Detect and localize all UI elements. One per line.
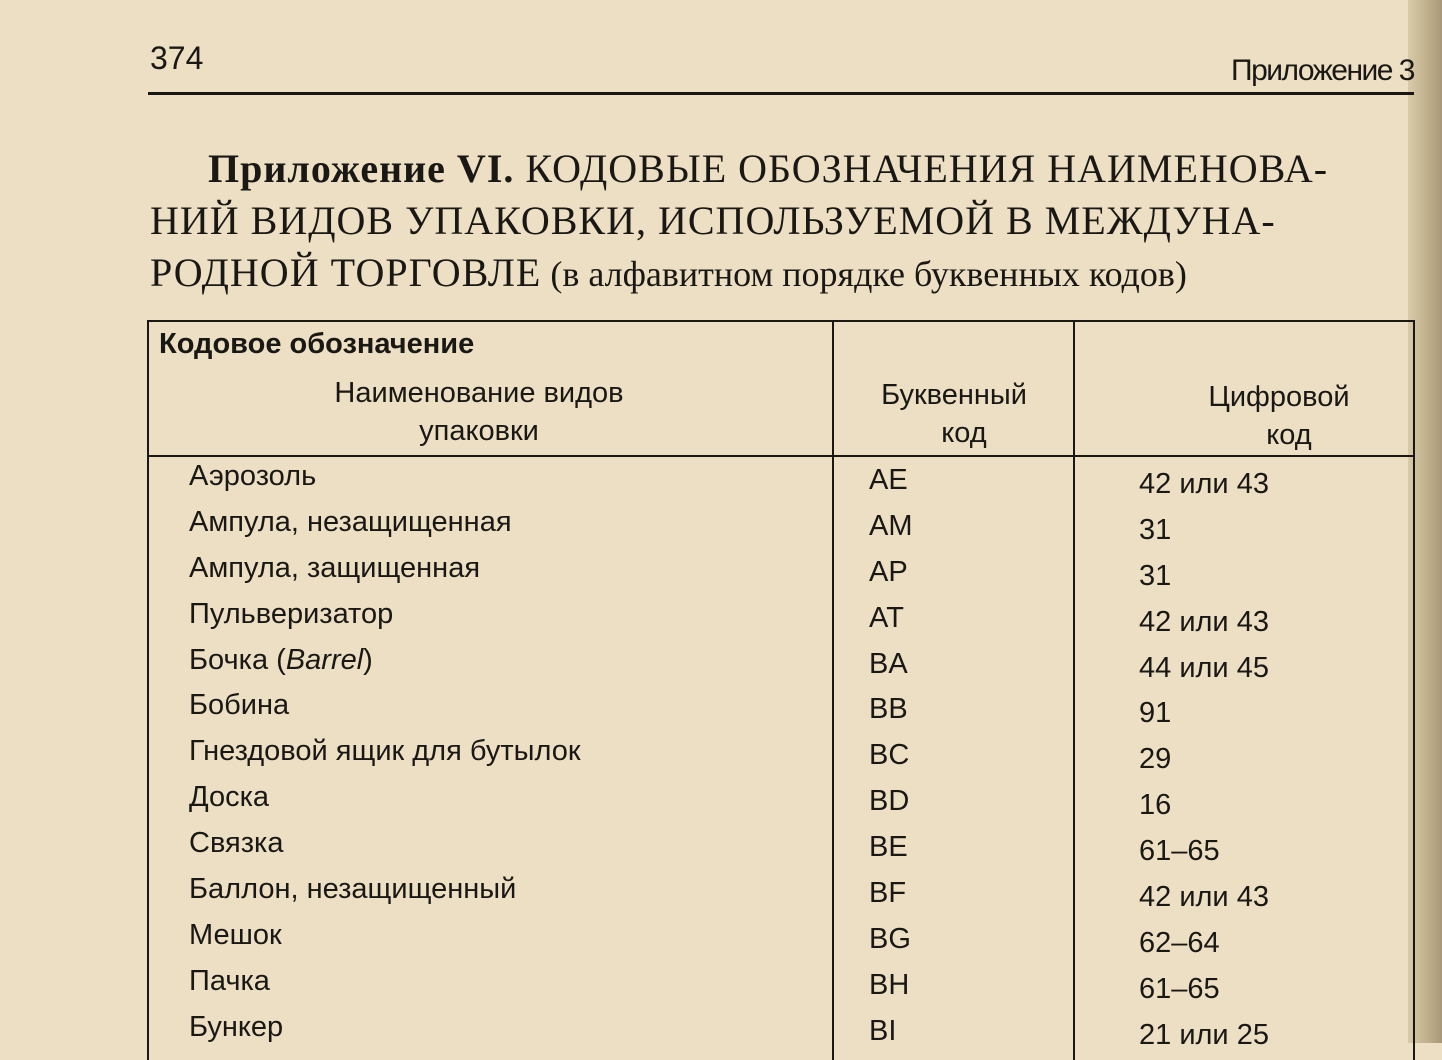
column-header-digit-line1: Цифровой bbox=[1208, 381, 1350, 413]
cell-name bbox=[189, 644, 373, 677]
codes-table bbox=[147, 320, 1415, 1060]
column-header-letter-code bbox=[849, 376, 1059, 452]
cell-digit-code: 42 или 43 bbox=[1139, 605, 1269, 638]
cell-letter-code: BF bbox=[869, 877, 907, 910]
cell-name: Ампула, незащищенная bbox=[189, 505, 512, 538]
column-header-name bbox=[259, 374, 699, 450]
title-line-2: НИЙ ВИДОВ УПАКОВКИ, ИСПОЛЬЗУЕМОЙ В МЕЖДУНА- bbox=[150, 198, 1276, 243]
cell-digit-code: 61–65 bbox=[1139, 972, 1220, 1005]
table-row bbox=[149, 642, 1413, 688]
title-line-3-main: РОДНОЙ ТОРГОВЛЕ bbox=[150, 250, 542, 295]
cell-name-italic: Barrel bbox=[285, 643, 364, 676]
column-header-name-line2: упаковки bbox=[419, 415, 539, 447]
table-row bbox=[149, 687, 1413, 733]
cell-name: Бункер bbox=[189, 1010, 284, 1043]
cell-letter-code: BH bbox=[869, 968, 910, 1001]
page-number: 374 bbox=[150, 40, 204, 76]
section-title bbox=[150, 143, 1420, 300]
column-header-digit-line2: код bbox=[1266, 419, 1312, 451]
cell-digit-code: 42 или 43 bbox=[1139, 468, 1269, 500]
table-row bbox=[149, 871, 1413, 917]
column-header-letter-line2: код bbox=[941, 417, 987, 449]
table-body bbox=[149, 458, 1413, 1055]
cell-name-prefix: Бочка ( bbox=[189, 643, 286, 676]
cell-digit-code: 91 bbox=[1139, 697, 1172, 730]
table-row bbox=[149, 825, 1413, 871]
cell-letter-code: AT bbox=[869, 601, 904, 634]
cell-name: Мешок bbox=[189, 918, 282, 951]
table-row bbox=[149, 596, 1413, 642]
cell-name: Бобина bbox=[189, 689, 290, 722]
cell-name: Связка bbox=[189, 827, 284, 860]
cell-letter-code: AE bbox=[869, 464, 908, 496]
table-row bbox=[149, 779, 1413, 825]
cell-name: Доска bbox=[189, 781, 270, 814]
column-header-name-line1: Наименование видов bbox=[334, 377, 624, 409]
cell-letter-code: BI bbox=[869, 1014, 897, 1047]
running-head: Приложение 3 bbox=[1231, 54, 1414, 87]
cell-digit-code: 31 bbox=[1139, 513, 1172, 546]
table-row bbox=[149, 550, 1413, 596]
column-header-letter-line1: Буквенный bbox=[881, 379, 1027, 411]
cell-letter-code: BC bbox=[869, 739, 910, 772]
table-row bbox=[149, 458, 1413, 504]
title-line-1-rest: КОДОВЫЕ ОБОЗНАЧЕНИЯ НАИМЕНОВА- bbox=[514, 146, 1329, 191]
cell-digit-code: 62–64 bbox=[1139, 926, 1220, 959]
cell-digit-code: 44 или 45 bbox=[1139, 651, 1269, 684]
cell-letter-code: AM bbox=[869, 509, 913, 542]
table-row bbox=[149, 733, 1413, 779]
cell-letter-code: BB bbox=[869, 693, 908, 726]
header-rule bbox=[148, 92, 1414, 95]
cell-name: Пульверизатор bbox=[189, 597, 394, 630]
cell-letter-code: BE bbox=[869, 831, 908, 864]
column-header-digit-code bbox=[1149, 378, 1409, 454]
cell-name-suffix: ) bbox=[363, 643, 373, 676]
title-line-3 bbox=[150, 247, 1420, 300]
table-row bbox=[149, 917, 1413, 963]
cell-digit-code: 31 bbox=[1139, 559, 1172, 592]
cell-name: Гнездовой ящик для бутылок bbox=[189, 735, 581, 768]
cell-digit-code: 42 или 43 bbox=[1139, 881, 1269, 914]
cell-letter-code: BD bbox=[869, 785, 910, 818]
cell-digit-code: 16 bbox=[1139, 789, 1172, 822]
cell-letter-code: BA bbox=[869, 647, 908, 680]
cell-digit-code: 61–65 bbox=[1139, 835, 1220, 868]
title-subtitle: (в алфавитном порядке буквенных кодов) bbox=[541, 254, 1187, 294]
title-lead: Приложение VI. bbox=[208, 146, 515, 191]
cell-letter-code: AP bbox=[869, 555, 908, 588]
page-header bbox=[148, 40, 1414, 92]
header-rule-table bbox=[149, 455, 1413, 457]
title-line-1 bbox=[150, 143, 1420, 195]
cell-name: Пачка bbox=[189, 964, 270, 997]
table-group-caption: Кодовое обозначение bbox=[159, 328, 475, 360]
cell-digit-code: 29 bbox=[1139, 743, 1172, 776]
cell-digit-code: 21 или 25 bbox=[1139, 1018, 1269, 1051]
cell-letter-code: BG bbox=[869, 922, 911, 955]
cell-name: Аэрозоль bbox=[189, 460, 317, 492]
table-row bbox=[149, 504, 1413, 550]
table-row bbox=[149, 1009, 1413, 1055]
table-row bbox=[149, 963, 1413, 1009]
cell-name: Ампула, защищенная bbox=[189, 551, 481, 584]
cell-name: Баллон, незащищенный bbox=[189, 873, 517, 906]
